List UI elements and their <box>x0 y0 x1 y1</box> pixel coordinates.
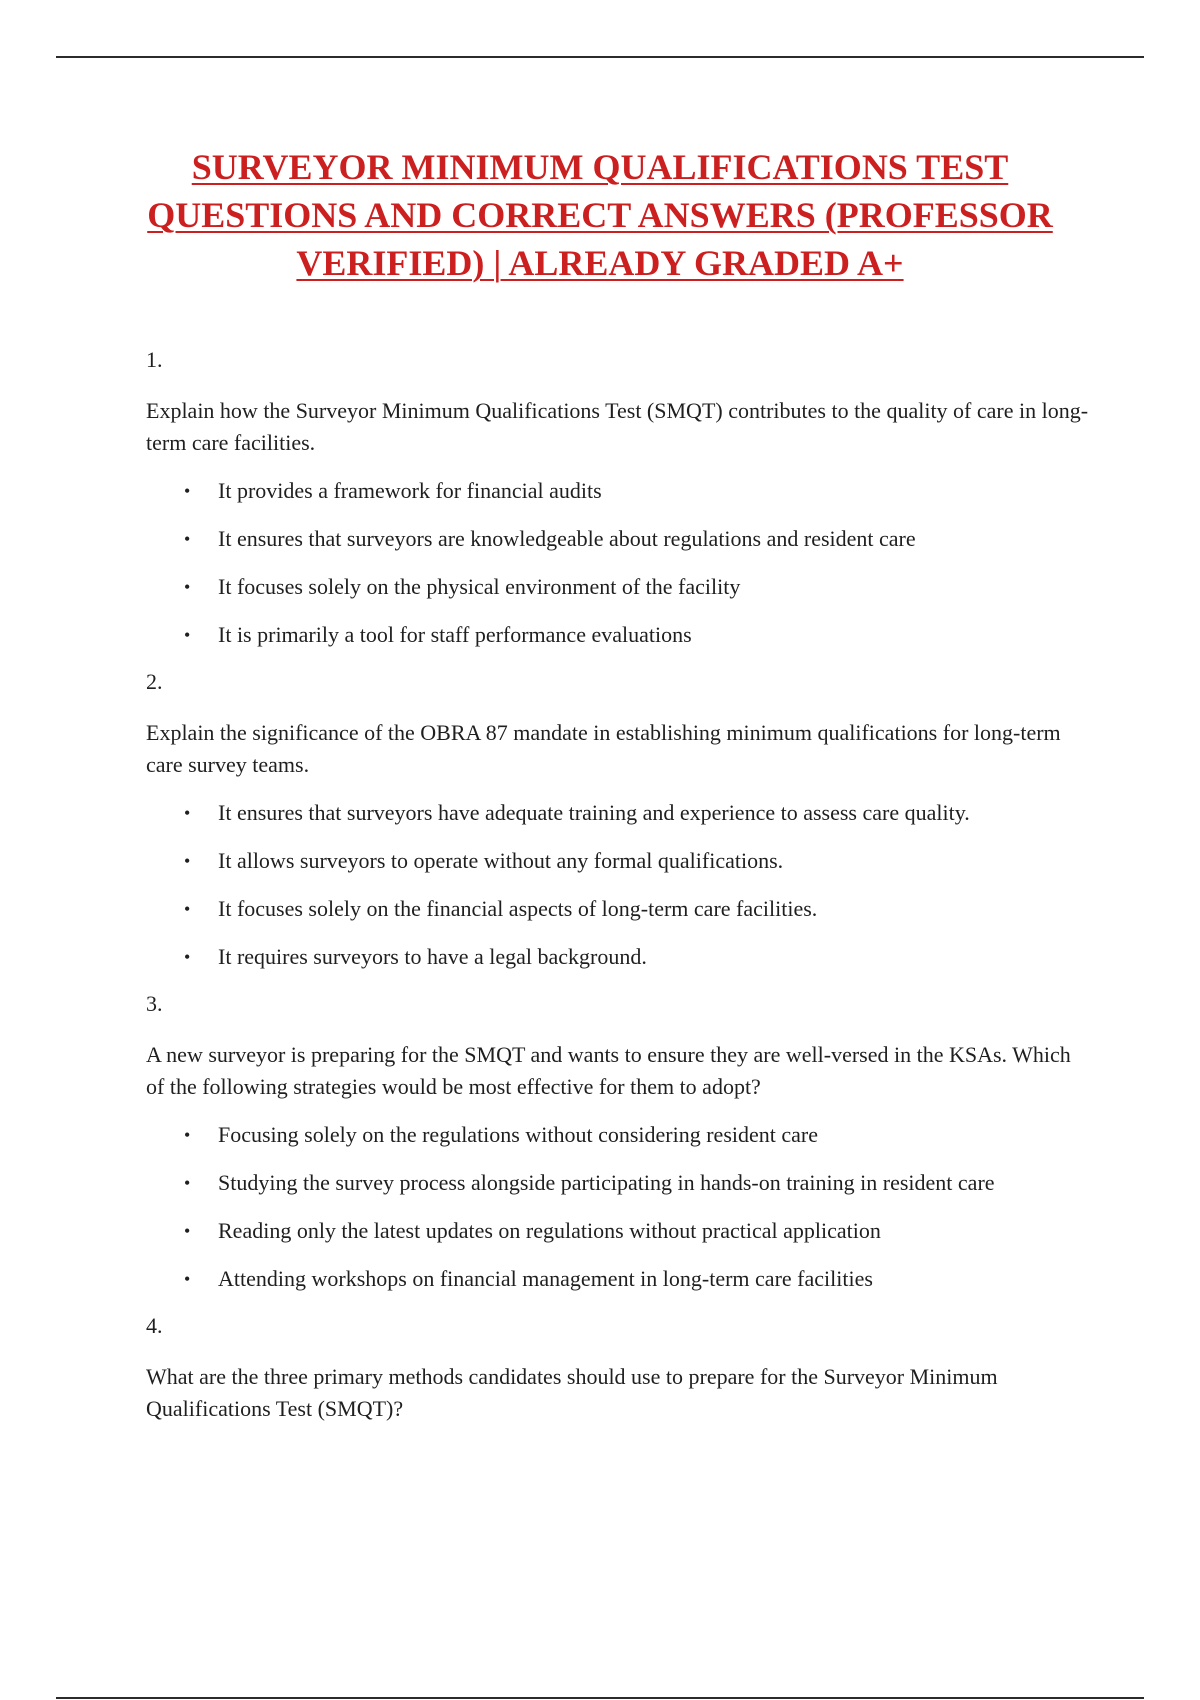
answer-option <box>146 941 1090 973</box>
title-line: SURVEYOR MINIMUM QUALIFICATIONS TEST <box>191 147 1009 187</box>
answer-option <box>146 1215 1090 1247</box>
bullet-icon: • <box>184 529 191 549</box>
top-rule <box>56 56 1144 58</box>
title-line: VERIFIED) | ALREADY GRADED A+ <box>296 243 904 283</box>
question-4 <box>146 1311 1090 1425</box>
question-number: 1. <box>146 347 163 372</box>
answer-option-text: It is primarily a tool for staff performance evaluations <box>218 622 692 647</box>
bullet-icon: • <box>184 947 191 967</box>
answer-option-text: It focuses solely on the financial aspects of long-term care facilities. <box>218 896 818 921</box>
question-list <box>146 345 1090 1441</box>
answer-option <box>146 523 1090 555</box>
question-text: Explain how the Surveyor Minimum Qualifications Test (SMQT) contributes to the quality of care in long-term care facilities. <box>146 398 1089 455</box>
bullet-icon: • <box>184 1125 191 1145</box>
answer-option <box>146 571 1090 603</box>
answer-options <box>146 1119 1090 1295</box>
title-line: QUESTIONS AND CORRECT ANSWERS (PROFESSOR <box>147 195 1053 235</box>
answer-option-text: Focusing solely on the regulations without considering resident care <box>218 1122 818 1147</box>
answer-option <box>146 1119 1090 1151</box>
question-3 <box>146 989 1090 1295</box>
answer-option <box>146 1167 1090 1199</box>
answer-option <box>146 845 1090 877</box>
bullet-icon: • <box>184 1221 191 1241</box>
question-2 <box>146 667 1090 973</box>
question-number: 2. <box>146 669 163 694</box>
bullet-icon: • <box>184 481 191 501</box>
answer-option-text: It focuses solely on the physical environment of the facility <box>218 574 741 599</box>
answer-options <box>146 797 1090 973</box>
answer-option-text: Attending workshops on financial management in long-term care facilities <box>218 1266 873 1291</box>
answer-option-text: It ensures that surveyors have adequate training and experience to assess care quality. <box>218 800 970 825</box>
question-text: A new surveyor is preparing for the SMQT and wants to ensure they are well-versed in the KSAs. Which of the following strategies would be most effective for them to adopt? <box>146 1042 1071 1099</box>
answer-option <box>146 893 1090 925</box>
document-title <box>100 143 1100 287</box>
answer-option-text: It requires surveyors to have a legal background. <box>218 944 647 969</box>
answer-option-text: Reading only the latest updates on regulations without practical application <box>218 1218 881 1243</box>
bullet-icon: • <box>184 899 191 919</box>
answer-option <box>146 475 1090 507</box>
question-1 <box>146 345 1090 651</box>
bullet-icon: • <box>184 851 191 871</box>
answer-option <box>146 619 1090 651</box>
bullet-icon: • <box>184 803 191 823</box>
answer-option-text: Studying the survey process alongside participating in hands-on training in resident care <box>218 1170 995 1195</box>
question-text: What are the three primary methods candidates should use to prepare for the Surveyor Minimum Qualifications Test (SMQT)? <box>146 1364 998 1421</box>
bullet-icon: • <box>184 1269 191 1289</box>
answer-option-text: It provides a framework for financial audits <box>218 478 602 503</box>
question-number: 3. <box>146 991 163 1016</box>
bottom-rule <box>56 1697 1144 1699</box>
question-text: Explain the significance of the OBRA 87 mandate in establishing minimum qualifications for long-term care survey teams. <box>146 720 1061 777</box>
answer-option <box>146 797 1090 829</box>
answer-options <box>146 475 1090 651</box>
bullet-icon: • <box>184 577 191 597</box>
answer-option-text: It ensures that surveyors are knowledgeable about regulations and resident care <box>218 526 916 551</box>
answer-option <box>146 1263 1090 1295</box>
answer-option-text: It allows surveyors to operate without any formal qualifications. <box>218 848 784 873</box>
bullet-icon: • <box>184 625 191 645</box>
question-number: 4. <box>146 1313 163 1338</box>
bullet-icon: • <box>184 1173 191 1193</box>
